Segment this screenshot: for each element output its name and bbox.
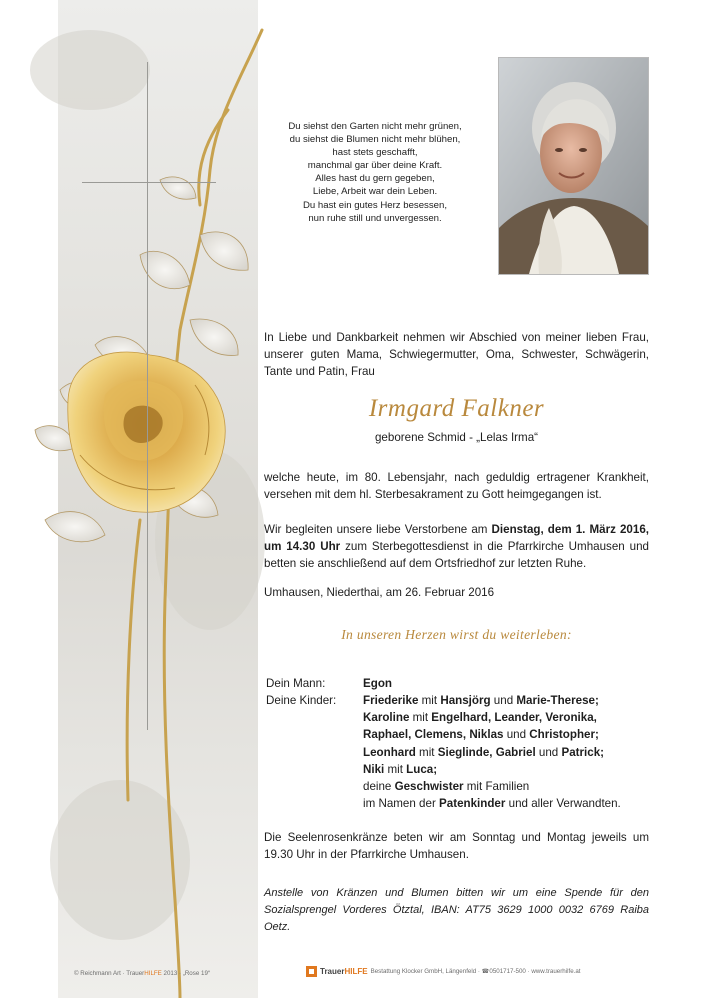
family-line (363, 795, 621, 812)
portrait-image (499, 58, 648, 274)
copyright-part: © Reichmann Art · Trauer (74, 970, 145, 977)
family-name: Geschwister (394, 780, 464, 793)
poem-line: Du hast ein gutes Herz besessen, (303, 199, 447, 211)
place-date: Umhausen, Niederthai, am 26. Februar 2016 (264, 586, 495, 599)
funeral-date: Dienstag, dem 1. März 2016, (491, 523, 649, 536)
family-connector: deine (363, 780, 395, 793)
funeral-time: um 14.30 Uhr (264, 540, 341, 554)
funeral-text-part: zum Sterbegottesdienst in die Pfarrkirche Umhausen und betten sie anschließend auf dem Ortsfriedhof zur letzten Ruhe. (264, 540, 649, 571)
family-name: Niki (363, 762, 385, 776)
funeral-text-part: Wir begleiten unsere liebe Verstorbene am (264, 523, 492, 536)
poem-line: Alles hast du gern gegeben, (315, 173, 435, 185)
donation-note: Anstelle von Kränzen und Blumen bitten wir um eine Spende für den Sozialsprengel Vorderes Ötztal, IBAN: AT75 3629 1000 0032 6769 Raiba Oetz. (264, 887, 649, 933)
brand-name (320, 967, 368, 976)
family-connector: mit (418, 694, 441, 707)
copyright-brand: HILFE (144, 970, 162, 977)
family-connector: mit (415, 745, 438, 759)
poem-line: hast stets geschafft, (332, 147, 418, 159)
rosary-text: Die Seelenrosenkränze beten wir am Sonntag und Montag jeweils um 19.30 Uhr in der Pfarrkirche Umhausen. (264, 831, 649, 862)
husband-name: Egon (363, 677, 392, 690)
family-name: Luca; (406, 762, 438, 776)
copyright-part: 2013 · „Rose 19“ (161, 970, 210, 977)
family-line (363, 692, 599, 709)
family-connector: mit Familien (463, 780, 530, 793)
maiden-name: geborene Schmid - „Lelas Irma“ (374, 431, 539, 444)
family-line (363, 744, 604, 761)
family-name: Patrick; (561, 745, 604, 759)
family-name: Christopher; (529, 728, 599, 742)
poem-line: Du siehst den Garten nicht mehr grünen, (288, 121, 462, 132)
family-name: Engelhard, Leander, Veronika, (431, 711, 597, 725)
brand-part: HILFE (344, 967, 368, 976)
funeral-home-contact: Bestattung Klocker GmbH, Längenfeld · ☎0501717-500 · www.trauerhilfe.at (370, 968, 581, 975)
family-name: Raphael, Clemens, Niklas (363, 728, 504, 742)
family-name: Leonhard (363, 745, 416, 759)
funeral-text (264, 521, 649, 573)
family-line (363, 709, 597, 726)
poem-line: manchmal gar über deine Kraft. (307, 160, 443, 172)
family-name: Friederike (363, 694, 419, 707)
cross-horizontal-line (82, 182, 216, 183)
intro-text: In Liebe und Dankbarkeit nehmen wir Abschied von meiner lieben Frau, unserer guten Mama, Schwiegermutter, Oma, Schwester, Schwägerin, Tante und Patin, Frau (264, 331, 649, 379)
portrait-photo (498, 57, 649, 275)
family-line (363, 778, 529, 795)
cross-vertical-line (147, 62, 148, 730)
poem-line: Liebe, Arbeit war dein Leben. (312, 186, 438, 198)
trauerhilfe-logo-icon (306, 966, 317, 977)
family-connector: mit (384, 762, 407, 776)
family-line (363, 726, 599, 743)
family-name: Sieglinde, Gabriel (437, 745, 536, 759)
copyright-footer (74, 970, 210, 977)
husband-label: Dein Mann: (266, 677, 326, 690)
family-name: Marie-Therese; (516, 694, 599, 707)
family-line (363, 761, 437, 778)
deceased-name: Irmgard Falkner (368, 395, 545, 422)
brand-part: Trauer (320, 967, 345, 976)
motto: In unseren Herzen wirst du weiterleben: (341, 627, 572, 642)
family-connector: im Namen der (363, 797, 440, 811)
family-name: Patenkinder (439, 797, 506, 811)
poem-line: nun ruhe still und unvergessen. (308, 212, 442, 224)
family-connector: und (490, 694, 517, 707)
poem-line: du siehst die Blumen nicht mehr blühen, (289, 134, 461, 146)
family-connector: und (535, 745, 562, 759)
family-name: Karoline (363, 711, 410, 725)
family-connector: mit (409, 711, 432, 725)
rose-illustration (0, 0, 290, 998)
children-label: Deine Kinder: (266, 694, 337, 707)
family-name: Hansjörg (440, 694, 491, 707)
funeral-home-footer (306, 966, 581, 977)
family-connector: und aller Verwandten. (505, 797, 621, 811)
family-connector: und (503, 728, 530, 742)
death-text: welche heute, im 80. Lebensjahr, nach geduldig ertragener Krankheit, versehen mit dem hl. Sterbesakrament zu Gott heimgegangen ist. (264, 471, 649, 502)
poem (262, 120, 488, 225)
